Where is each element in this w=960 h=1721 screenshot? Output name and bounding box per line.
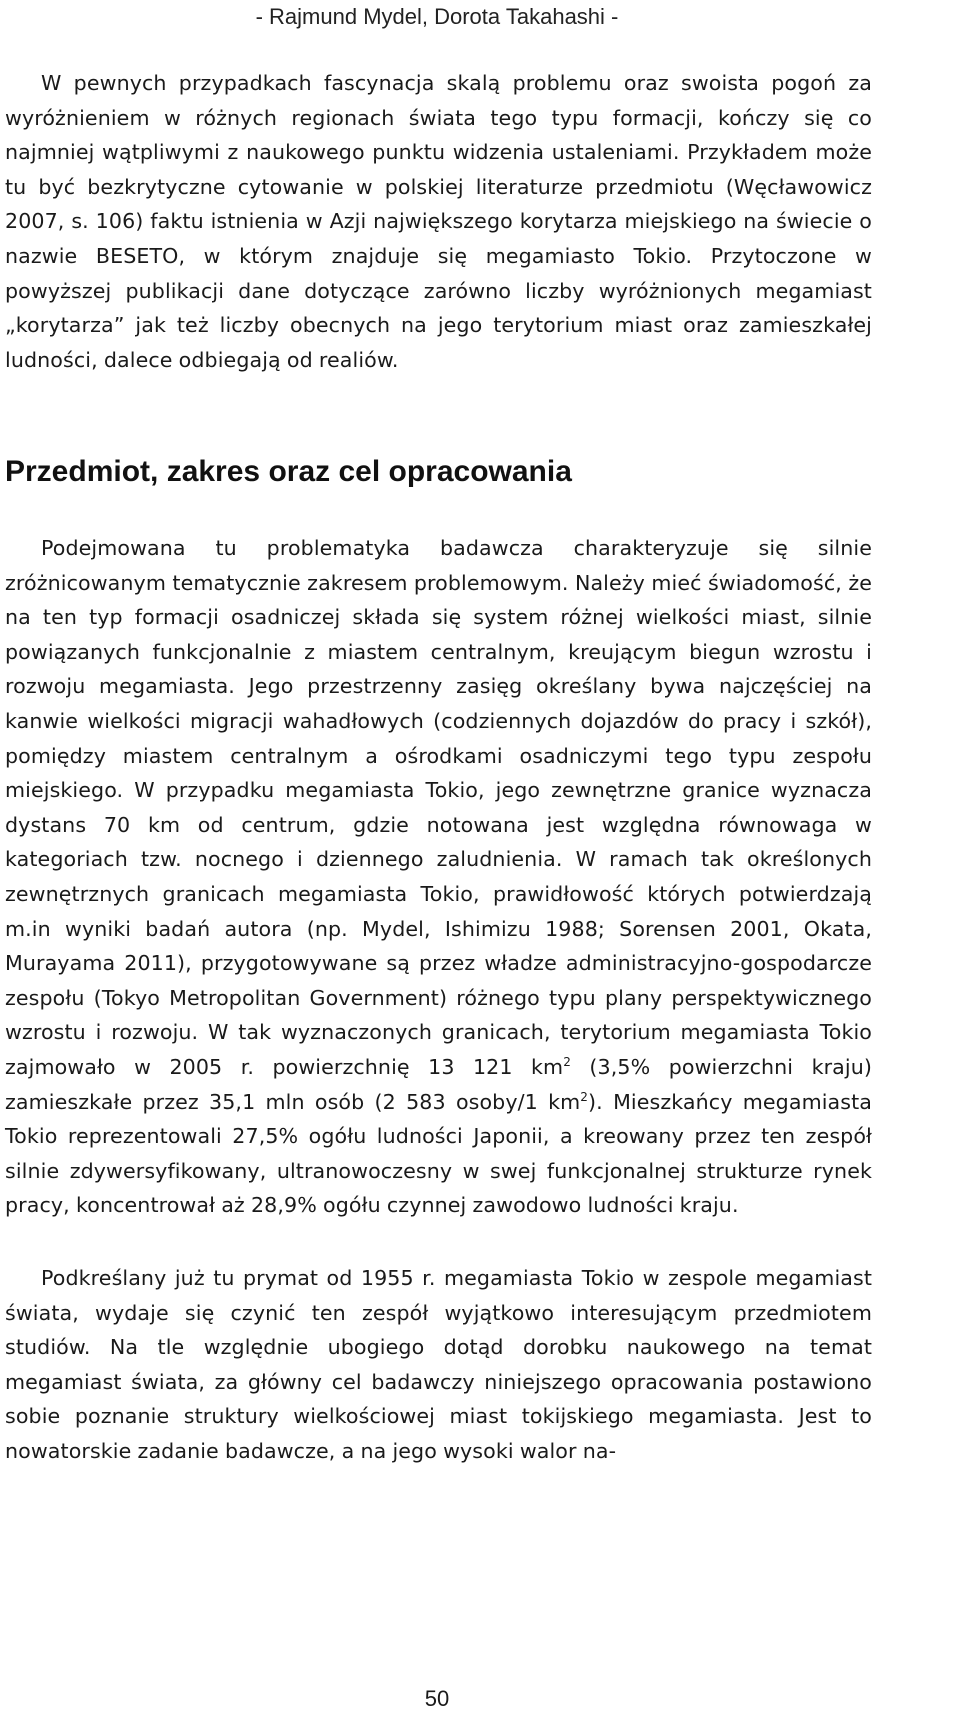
page-number: 50: [424, 1686, 450, 1711]
intro-paragraph: W pewnych przypadkach fascynacja skalą problemu oraz swoista pogoń za wyróżnieniem w różnych regionach świata tego typu formacji, kończy się co najmniej wątpliwymi z naukowego punktu widzenia ustaleniami. Przykładem może tu być bezkrytyczne cytowanie w polskiej literaturze przedmiotu (Węcławowicz 2007, s. 106) faktu istnienia w Azji największego korytarza miejskiego na świecie o nazwie BESETO, w którym znajduje się megamiasto Tokio. Przytoczone w powyższej publikacji dane dotyczące zarówno liczby wyróżnionych megamiast „korytarza” jak też liczby obecnych na jego terytorium miast oraz zamieszkałej ludności, dalece odbiegają od realiów.: [5, 71, 872, 372]
main-paragraph-text-3: ). Mieszkańcy megamiasta Tokio reprezentowali 27,5% ogółu ludności Japonii, a kreowany przez ten zespół silnie zdywersyfikowany, ultranowoczesny w swej funkcjonalnej strukturze rynek pracy, koncentrował aż 28,9% ogółu czynnej zawodowo ludności kraju.: [5, 1089, 872, 1218]
running-header: - Rajmund Mydel, Dorota Takahashi -: [255, 4, 619, 29]
section-heading: Przedmiot, zakres oraz cel opracowania: [5, 455, 572, 488]
superscript-squared: 2: [563, 1054, 571, 1069]
superscript-squared: 2: [580, 1089, 589, 1104]
main-paragraph: [5, 531, 872, 1223]
main-paragraph-text-1: Podejmowana tu problematyka badawcza charakteryzuje się silnie zróżnicowanym tematycznie zakresem problemowym. Należy mieć świadomość, że na ten typ formacji osadniczej składa się system różnej wielkości miast, silnie powiązanych funkcjonalnie z miastem centralnym, kreującym biegun wzrostu i rozwoju megamiasta. Jego przestrzenny zasięg określany bywa najczęściej na kanwie wielkości migracji wahadłowych (codziennych dojazdów do pracy i szkół), pomiędzy miastem centralnym a ośrodkami osadniczymi tego typu zespołu miejskiego. W przypadku megamiasta Tokio, jego zewnętrzne granice wyznacza dystans 70 km od centrum, gdzie notowana jest względna równowaga w kategoriach tzw. nocnego i dziennego zaludnienia. W ramach tak określonych zewnętrznych granicach megamiasta Tokio, prawidłowość których potwierdzają m.in wyniki badań autora (np. Mydel, Ishimizu 1988; Sorensen 2001, Okata, Murayama 2011), przygotowywane są przez władze administracyjno-gospodarcze zespołu (Tokyo Metropolitan Government) różnego typu plany perspektywicznego wzrostu i rozwoju. W tak wyznaczonych granicach, terytorium megamiasta Tokio zajmowało w 2005 r. powierzchnię 13 121 km: [5, 536, 872, 1079]
second-paragraph: Podkreślany już tu prymat od 1955 r. megamiasta Tokio w zespole megamiast świata, wydaje się czynić ten zespół wyjątkowo interesującym przedmiotem studiów. Na tle względnie ubogiego dotąd dorobku naukowego na temat megamiast świata, za główny cel badawczy niniejszego opracowania postawiono sobie poznanie struktury wielkościowej miast tokijskiego megamiasta. Jest to nowatorskie zadanie badawcze, a na jego wysoki walor na-: [5, 1266, 872, 1463]
main-paragraph-text-2: (3,5% powierzchni kraju) zamieszkałe przez 35,1 mln osób (2 583 osoby/1 km: [5, 1054, 872, 1114]
